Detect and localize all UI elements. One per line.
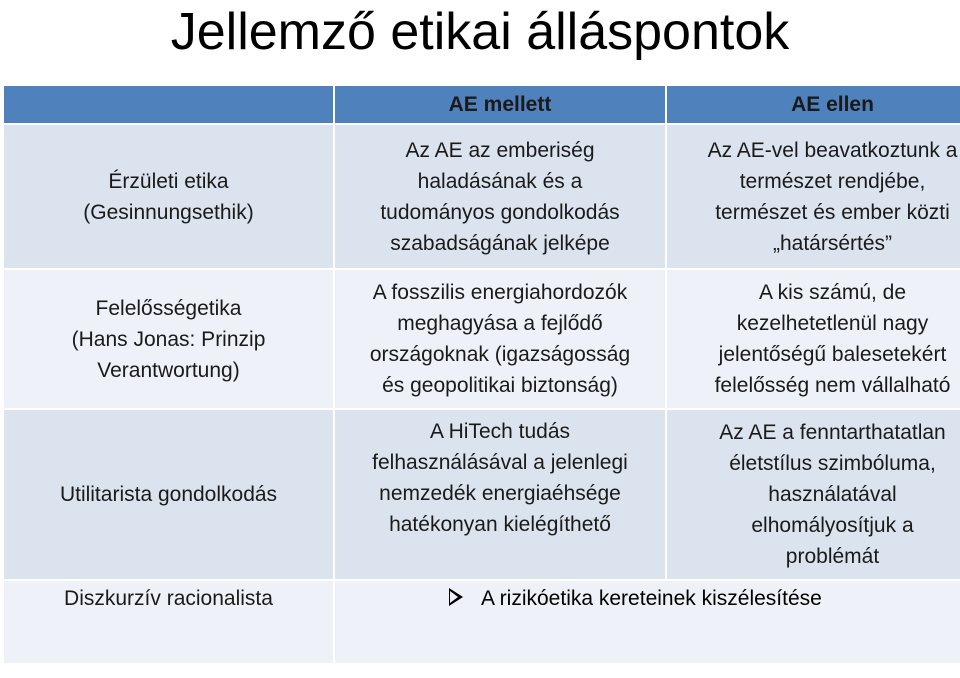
cell-line: elhomályosítjuk a	[751, 514, 914, 537]
row-label	[3, 580, 334, 664]
cell-line: nemzedék energiaéhsége	[379, 482, 621, 505]
header-against: AE ellen	[666, 85, 960, 124]
cell-line: A kis számú, de	[758, 281, 907, 304]
cell-line: természet és ember közti	[715, 200, 950, 224]
against-cell	[666, 269, 960, 409]
cell-line: A fosszilis energiahordozók	[372, 281, 628, 304]
cell-line: haladásának és a	[417, 169, 583, 193]
cell-line: országoknak (igazságosság	[369, 343, 631, 366]
for-cell	[334, 124, 666, 269]
row-label-line: Diszkurzív racionalista	[64, 587, 273, 610]
header-for: AE mellett	[334, 85, 666, 124]
row-label-line: Érzületi etika	[108, 169, 229, 193]
cell-line: kezelhetetlenül nagy	[736, 312, 929, 335]
cell-line: felelősség nem vállalható	[714, 374, 951, 397]
row-label-line: (Hans Jonas: Prinzip	[71, 327, 266, 351]
row-label-line: Felelősségetika	[95, 296, 242, 320]
cell-line: Az AE a fenntarthatatlan	[719, 421, 946, 444]
summary-cell	[334, 580, 960, 664]
cell-line: problémát	[785, 545, 880, 568]
cell-line: meghagyása a fejlődő	[397, 312, 603, 335]
page-title: Jellemző etikai álláspontok	[170, 3, 790, 61]
cell-line: hatékonyan kielégíthető	[389, 513, 611, 536]
row-label-line: Utilitarista gondolkodás	[59, 483, 278, 506]
cell-line: „határsértés”	[772, 231, 893, 255]
row-label	[3, 409, 334, 580]
header-empty-cell	[3, 85, 334, 124]
for-cell	[334, 269, 666, 409]
summary-bullet	[449, 583, 822, 614]
row-label	[3, 124, 334, 269]
table-header-row	[3, 85, 960, 124]
cell-line: felhasználásával a jelenlegi	[372, 451, 628, 474]
cell-line: Az AE-vel beavatkoztunk a	[707, 138, 958, 162]
against-cell	[666, 124, 960, 269]
row-label-line: (Gesinnungsethik)	[83, 200, 254, 224]
cell-line: Az AE az emberiség	[405, 138, 595, 162]
cell-line: életstílus szimbóluma,	[729, 452, 936, 475]
cell-line: természet rendjébe,	[739, 169, 926, 193]
table-row	[3, 124, 960, 269]
row-label-line: Verantwortung)	[97, 358, 240, 382]
against-cell	[666, 409, 960, 580]
table-row	[3, 269, 960, 409]
for-cell	[334, 409, 666, 580]
cell-line: és geopolitikai biztonság)	[382, 374, 618, 397]
arrow-bullet-icon	[449, 588, 463, 606]
table-row	[3, 580, 960, 664]
cell-line: jelentőségű balesetekért	[718, 343, 947, 366]
summary-text: A rizikóetika kereteinek kiszélesítése	[481, 587, 822, 610]
cell-line: tudományos gondolkodás	[380, 200, 620, 224]
positions-table	[2, 84, 960, 665]
table-row	[3, 409, 960, 580]
cell-line: A HiTech tudás	[429, 420, 571, 443]
row-label	[3, 269, 334, 409]
cell-line: használatával	[768, 483, 897, 506]
cell-line: szabadságának jelképe	[390, 231, 610, 255]
